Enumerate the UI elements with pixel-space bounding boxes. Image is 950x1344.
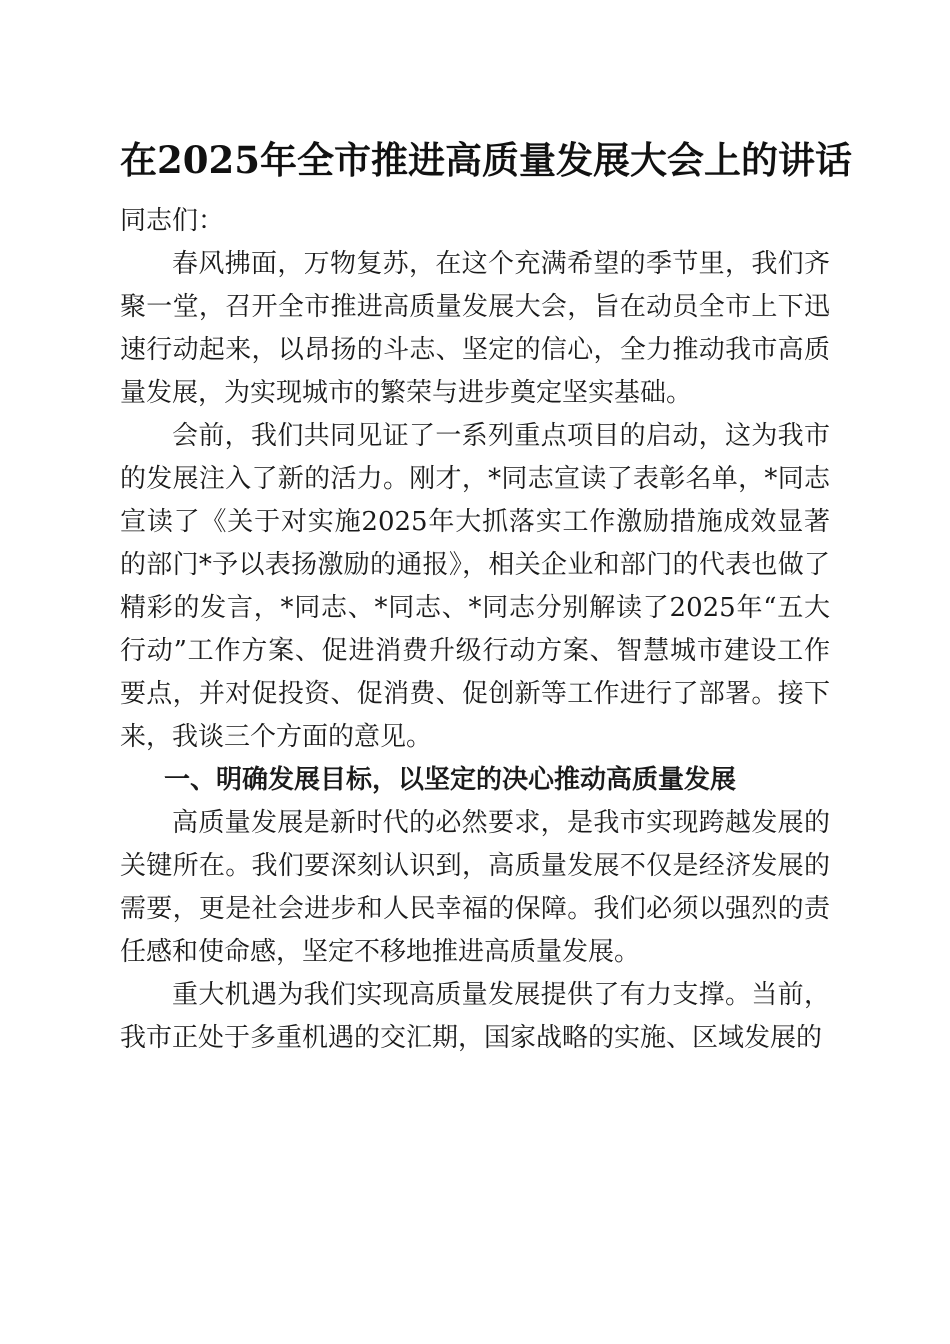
- paragraph-section-1: 高质量发展是新时代的必然要求，是我市实现跨越发展的关键所在。我们要深刻认识到，高质量发展不仅是经济发展的需要，更是社会进步和人民幸福的保障。我们必须以强烈的责任感和使命感，坚定不移地推进高质量发展。: [120, 808, 830, 967]
- paragraph-opening: 春风拂面，万物复苏，在这个充满希望的季节里，我们齐聚一堂，召开全市推进高质量发展大会，旨在动员全市上下迅速行动起来，以昂扬的斗志、坚定的信心，全力推动我市高质量发展，为实现城市的繁荣与进步奠定坚实基础。: [120, 249, 830, 408]
- greeting: 同志们：: [120, 206, 225, 236]
- paragraph-intro: 会前，我们共同见证了一系列重点项目的启动，这为我市的发展注入了新的活力。刚才，*同志宣读了表彰名单，*同志宣读了《关于对实施2025年大抓落实工作激励措施成效显著的部门*予以表扬激励的通报》，相关企业和部门的代表也做了精彩的发言，*同志、*同志、*同志分别解读了2025年“五大行动”工作方案、促进消费升级行动方案、智慧城市建设工作要点，并对促投资、促消费、促创新等工作进行了部署。接下来，我谈三个方面的意见。: [120, 421, 830, 752]
- section-heading: 一、明确发展目标，以坚定的决心推动高质量发展: [164, 765, 737, 795]
- document-body: [120, 200, 830, 1060]
- document-title: 在2025年全市推进高质量发展大会上的讲话: [120, 138, 852, 182]
- paragraph-section-2: 重大机遇为我们实现高质量发展提供了有力支撑。当前，我市正处于多重机遇的交汇期，国家战略的实施、区域发展的: [120, 980, 830, 1053]
